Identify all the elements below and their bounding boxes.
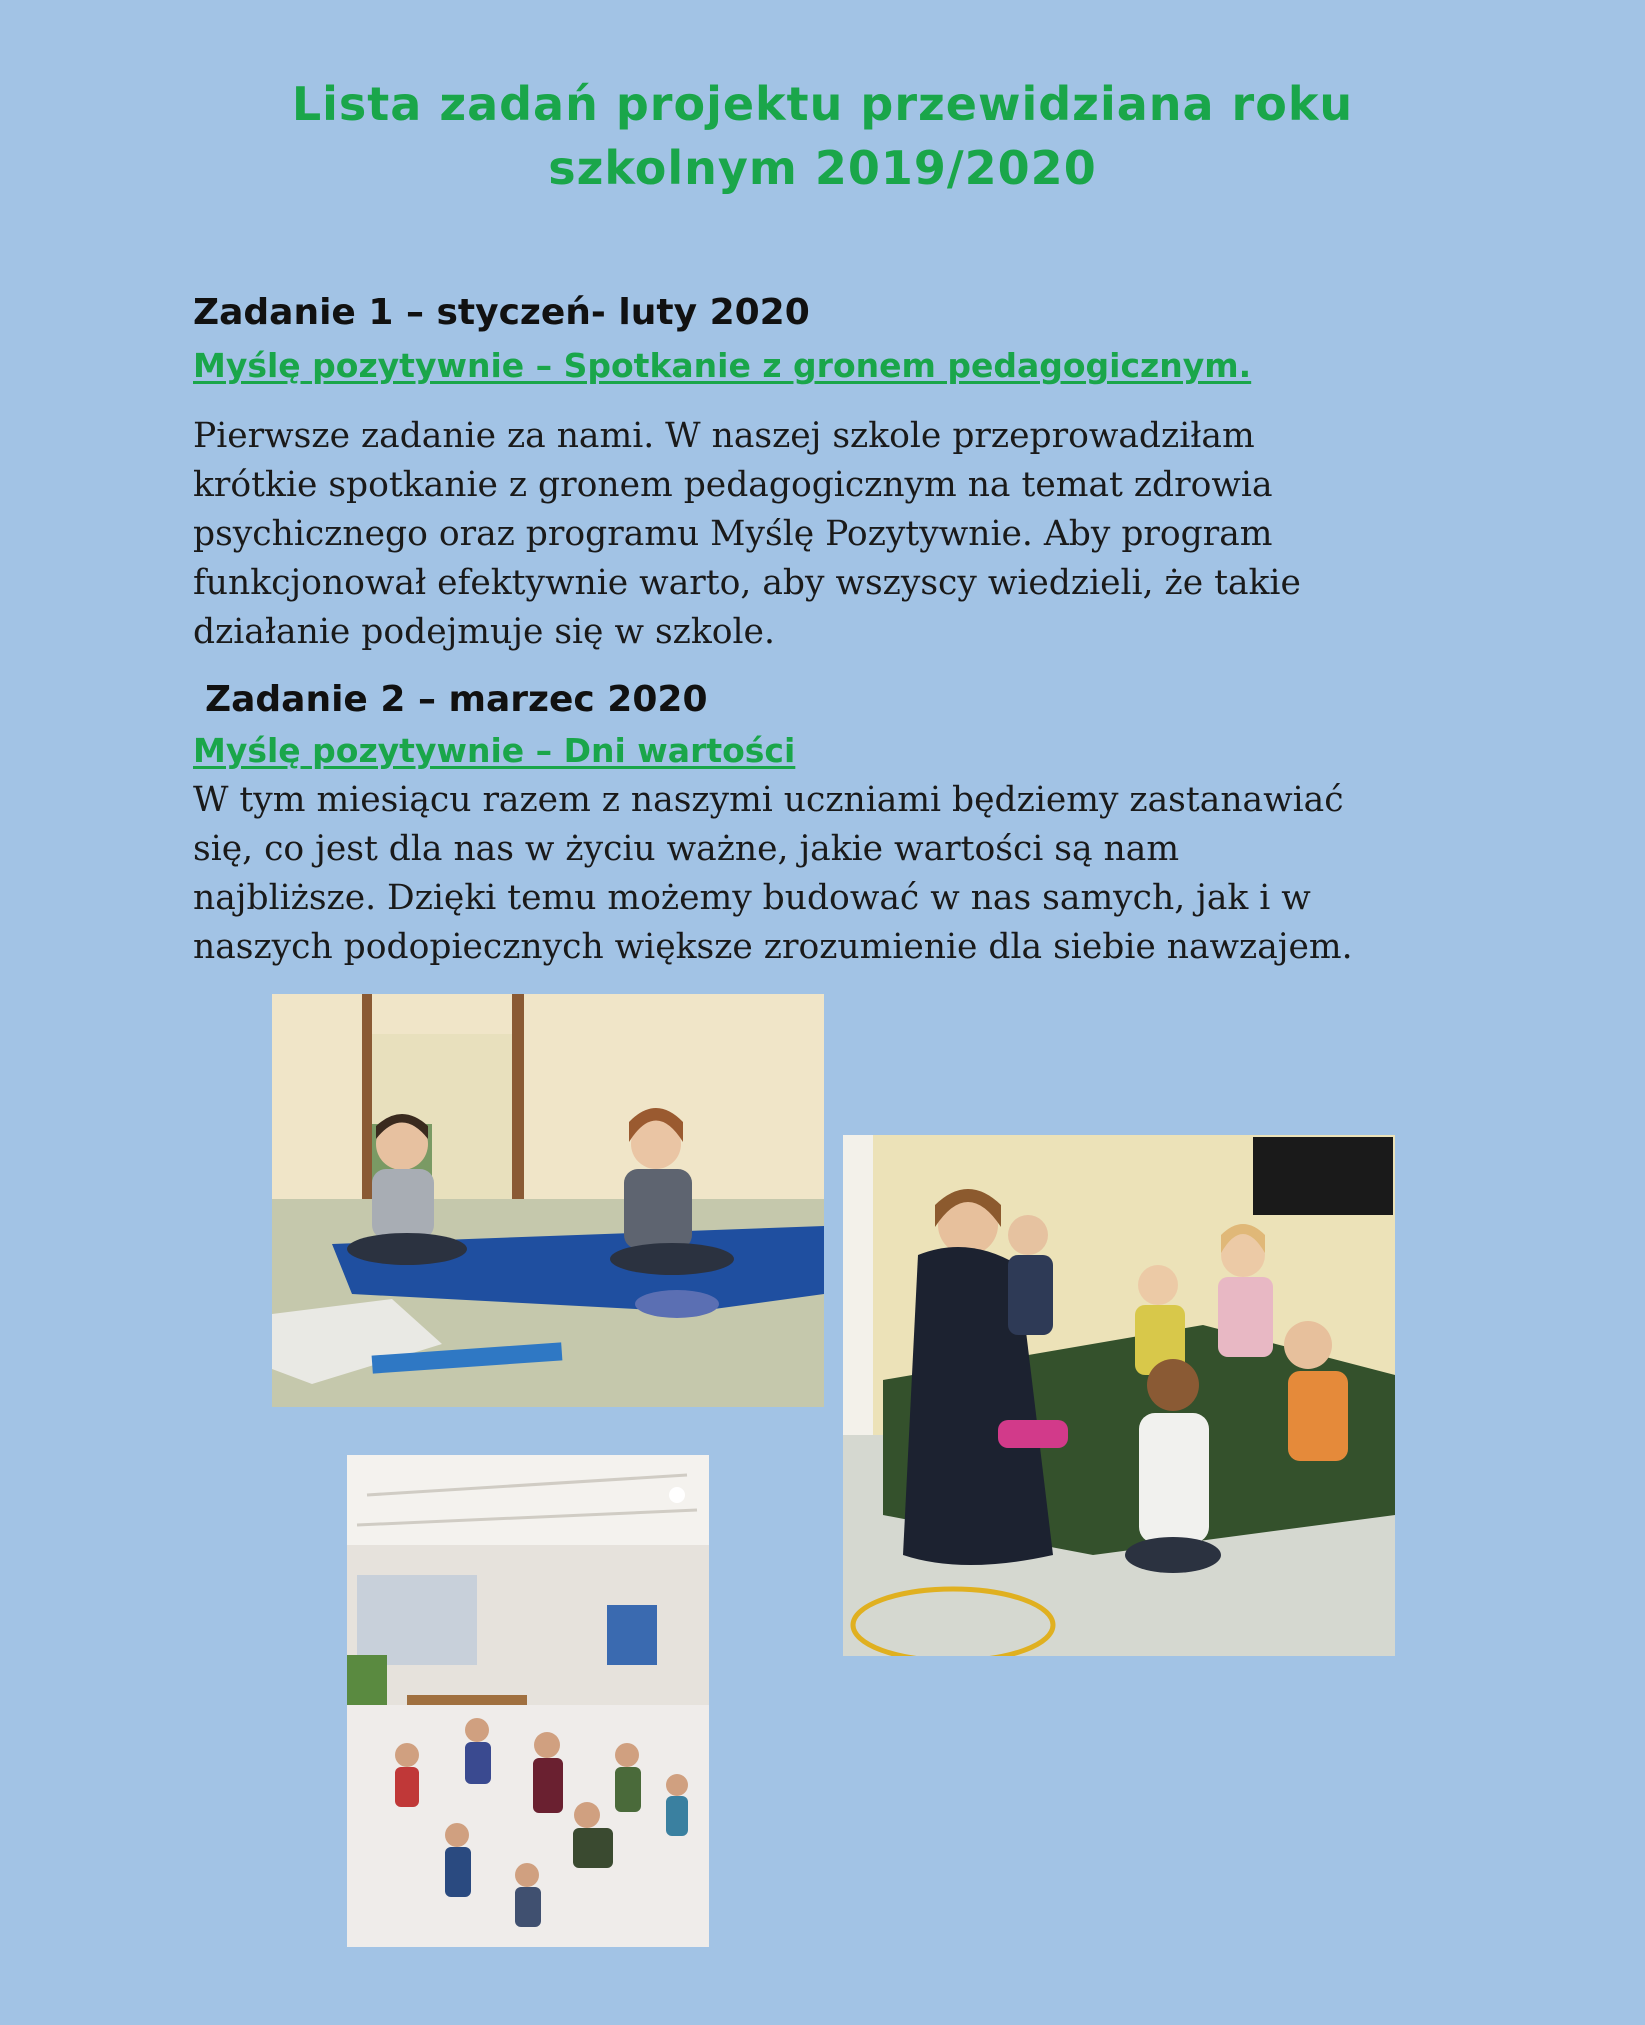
task-2-line: naszych podopiecznych większe zrozumienie dla siebie nawzajem. — [193, 927, 1353, 967]
task-1-line: psychicznego oraz programu Myślę Pozytywnie. Aby program — [193, 514, 1273, 554]
task-1-line: krótkie spotkanie z gronem pedagogicznym na temat zdrowia — [193, 465, 1273, 505]
task-2-line: W tym miesiącu razem z naszymi uczniami będziemy zastanawiać — [193, 780, 1344, 820]
task-1-line: Pierwsze zadanie za nami. W naszej szkole przeprowadziłam — [193, 416, 1255, 456]
task-1-heading: Zadanie 1 – styczeń- luty 2020 — [193, 292, 810, 333]
task-2-subtitle[interactable]: Myślę pozytywnie – Dni wartości — [193, 731, 796, 770]
task-2-heading: Zadanie 2 – marzec 2020 — [205, 679, 708, 720]
task-2-description — [193, 776, 1493, 972]
page-title — [0, 72, 1645, 200]
task-1-subtitle[interactable]: Myślę pozytywnie – Spotkanie z gronem pedagogicznym. — [193, 346, 1252, 385]
task-1-description — [193, 412, 1493, 657]
title-line-1: Lista zadań projektu przewidziana roku — [291, 77, 1354, 131]
photo-children-in-hall — [347, 1455, 709, 1947]
title-line-2: szkolnym 2019/2020 — [548, 141, 1097, 195]
photo-girls-on-mat — [272, 994, 824, 1407]
task-2-line: się, co jest dla nas w życiu ważne, jakie wartości są nam — [193, 829, 1180, 869]
photo-teacher-with-children — [843, 1135, 1395, 1656]
task-2-line: najbliższe. Dzięki temu możemy budować w nas samych, jak i w — [193, 878, 1311, 918]
task-1-line: funkcjonował efektywnie warto, aby wszyscy wiedzieli, że takie — [193, 563, 1301, 603]
task-1-line: działanie podejmuje się w szkole. — [193, 612, 775, 652]
